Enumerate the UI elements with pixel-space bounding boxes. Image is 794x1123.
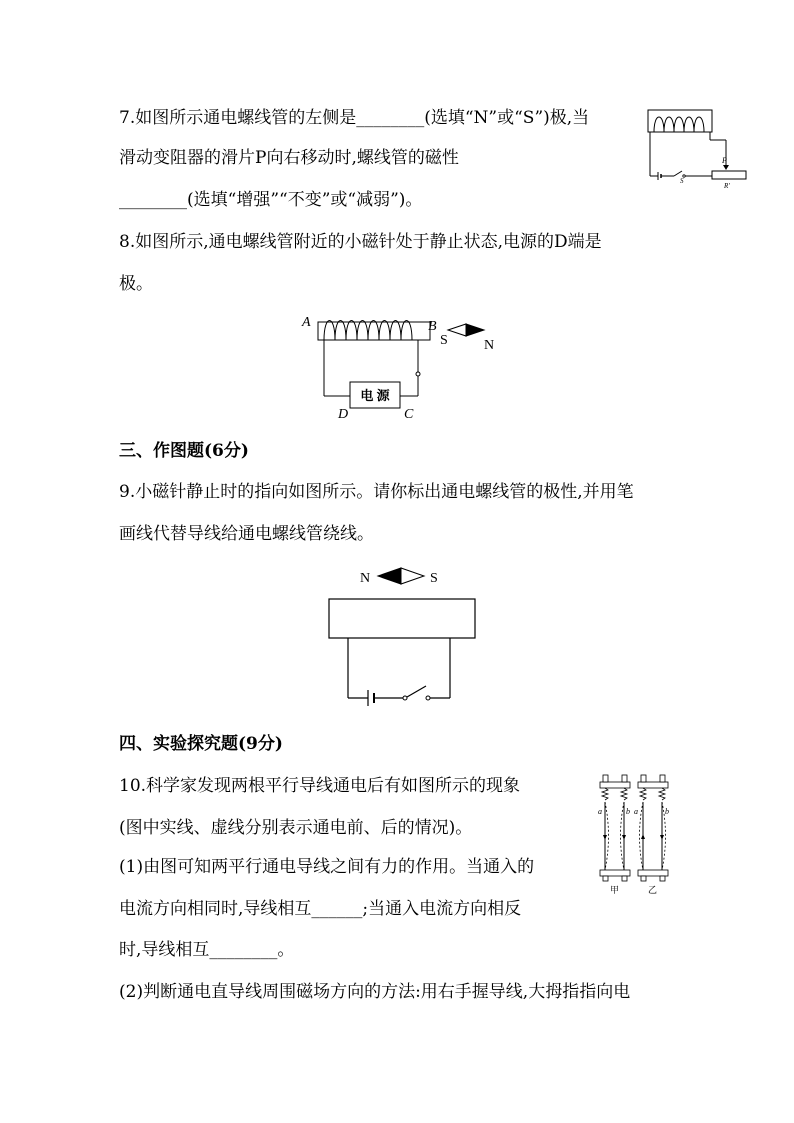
section-4-title: 四、实验探究题(9分) bbox=[119, 734, 283, 754]
q10-yi-label-a: a bbox=[634, 807, 638, 816]
q8-line-1: 8.如图所示,通电螺线管附近的小磁针处于静止状态,电源的D端是 bbox=[119, 232, 602, 252]
q9-solenoid-drawing-figure bbox=[326, 562, 478, 706]
q7-label-s: S bbox=[680, 177, 684, 185]
q10-line-2: (图中实线、虚线分别表示通电前、后的情况)。 bbox=[119, 818, 473, 838]
q8-compass-needle bbox=[448, 324, 484, 336]
q9-solenoid-core bbox=[329, 599, 475, 638]
q10-jia-label-b: b bbox=[626, 807, 630, 816]
q7-line-1: 7.如图所示通电螺线管的左侧是________(选填“N”或“S”)极,当 bbox=[119, 108, 590, 128]
q10-line-1: 10.科学家发现两根平行导线通电后有如图所示的现象 bbox=[119, 776, 521, 796]
q9-label-n: N bbox=[360, 571, 371, 586]
q10-line-6: (2)判断通电直导线周围磁场方向的方法:用右手握导线,大拇指指向电 bbox=[119, 982, 631, 1002]
q7-label-r: R' bbox=[724, 182, 730, 190]
section-3-title: 三、作图题(6分) bbox=[119, 441, 249, 461]
q8-power-label: 电 源 bbox=[360, 388, 390, 403]
q9-line-2: 画线代替导线给通电螺线管绕线。 bbox=[119, 524, 374, 544]
q7-label-p: P bbox=[722, 156, 727, 165]
q10-label-yi: 乙 bbox=[648, 885, 658, 895]
q8-line-2: 极。 bbox=[119, 274, 153, 294]
q10-line-4: 电流方向相同时,导线相互______;当通入电流方向相反 bbox=[119, 899, 522, 919]
q10-yi-label-b: b bbox=[665, 807, 669, 816]
q7-line-3: ________(选填“增强”“不变”或“减弱”)。 bbox=[119, 190, 423, 210]
q7-solenoid-circuit-figure bbox=[640, 106, 752, 192]
q8-label-b: B bbox=[428, 319, 437, 334]
q9-label-s: S bbox=[430, 571, 438, 586]
q9-compass-needle bbox=[378, 568, 424, 584]
q8-solenoid-power-figure bbox=[298, 312, 508, 424]
q9-line-1: 9.小磁针静止时的指向如图所示。请你标出通电螺线管的极性,并用笔 bbox=[119, 482, 634, 502]
q10-jia-label-a: a bbox=[598, 807, 602, 816]
q8-label-n: N bbox=[484, 338, 495, 353]
q7-line-2: 滑动变阻器的滑片P向右移动时,螺线管的磁性 bbox=[119, 148, 459, 168]
q8-label-d: D bbox=[338, 407, 349, 422]
q10-parallel-wires-figure bbox=[594, 772, 674, 896]
q10-label-jia: 甲 bbox=[610, 885, 620, 895]
q8-label-c: C bbox=[404, 407, 414, 422]
q8-label-a: A bbox=[302, 315, 311, 330]
q8-label-s: S bbox=[440, 333, 448, 348]
q10-line-3: (1)由图可知两平行通电导线之间有力的作用。当通入的 bbox=[119, 857, 535, 877]
q10-line-5: 时,导线相互________。 bbox=[119, 940, 295, 960]
